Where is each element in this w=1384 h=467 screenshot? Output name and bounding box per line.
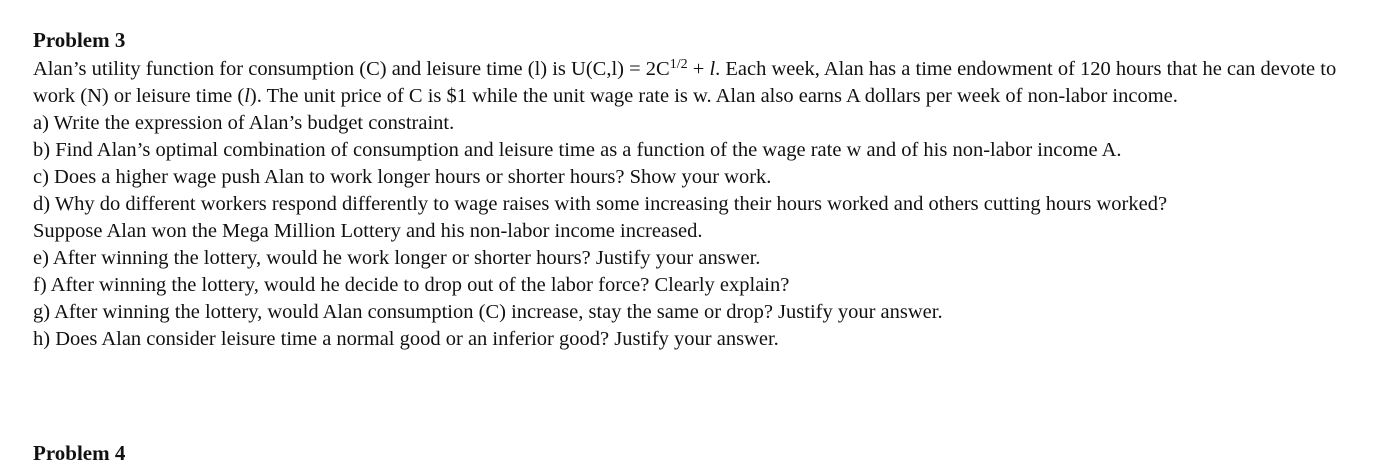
- question-a: a) Write the expression of Alan’s budget constraint.: [33, 112, 455, 134]
- question-c: c) Does a higher wage push Alan to work longer hours or shorter hours? Show your work.: [33, 166, 772, 188]
- problem-4-title: Problem 4: [33, 441, 126, 465]
- intro-text-1: Alan’s utility function for consumption (C) and leisure time (l) is U(C,l) = 2C: [33, 58, 670, 80]
- intro-text-3: . Each week, Alan has a time endowment of 120 hours that he can devote to work (N) or leisure time (: [33, 58, 1337, 107]
- question-e: e) After winning the lottery, would he work longer or shorter hours? Justify your answer.: [33, 247, 761, 269]
- question-b: b) Find Alan’s optimal combination of consumption and leisure time as a function of the wage rate w and of his non-labor income A.: [33, 139, 1122, 161]
- exponent: 1/2: [669, 57, 688, 72]
- intro-text-2: +: [687, 58, 710, 80]
- intro-text-4: ). The unit price of C is $1 while the unit wage rate is w. Alan also earns A dollars per week of non-labor income.: [249, 85, 1178, 107]
- problem-3-section: [33, 27, 1363, 353]
- problem-3-title: Problem 3: [33, 28, 126, 52]
- question-h: h) Does Alan consider leisure time a normal good or an inferior good? Justify your answer.: [33, 328, 779, 350]
- problem-3-intro: [33, 56, 1363, 110]
- question-d: d) Why do different workers respond differently to wage raises with some increasing their hours worked and others cutting hours worked?: [33, 193, 1168, 215]
- question-g: g) After winning the lottery, would Alan consumption (C) increase, stay the same or drop? Justify your answer.: [33, 301, 943, 323]
- lottery-scenario: Suppose Alan won the Mega Million Lottery and his non-labor income increased.: [33, 220, 703, 242]
- leisure-variable-2: l: [244, 85, 250, 107]
- leisure-variable: l: [709, 58, 716, 80]
- question-f: f) After winning the lottery, would he decide to drop out of the labor force? Clearly explain?: [33, 274, 790, 296]
